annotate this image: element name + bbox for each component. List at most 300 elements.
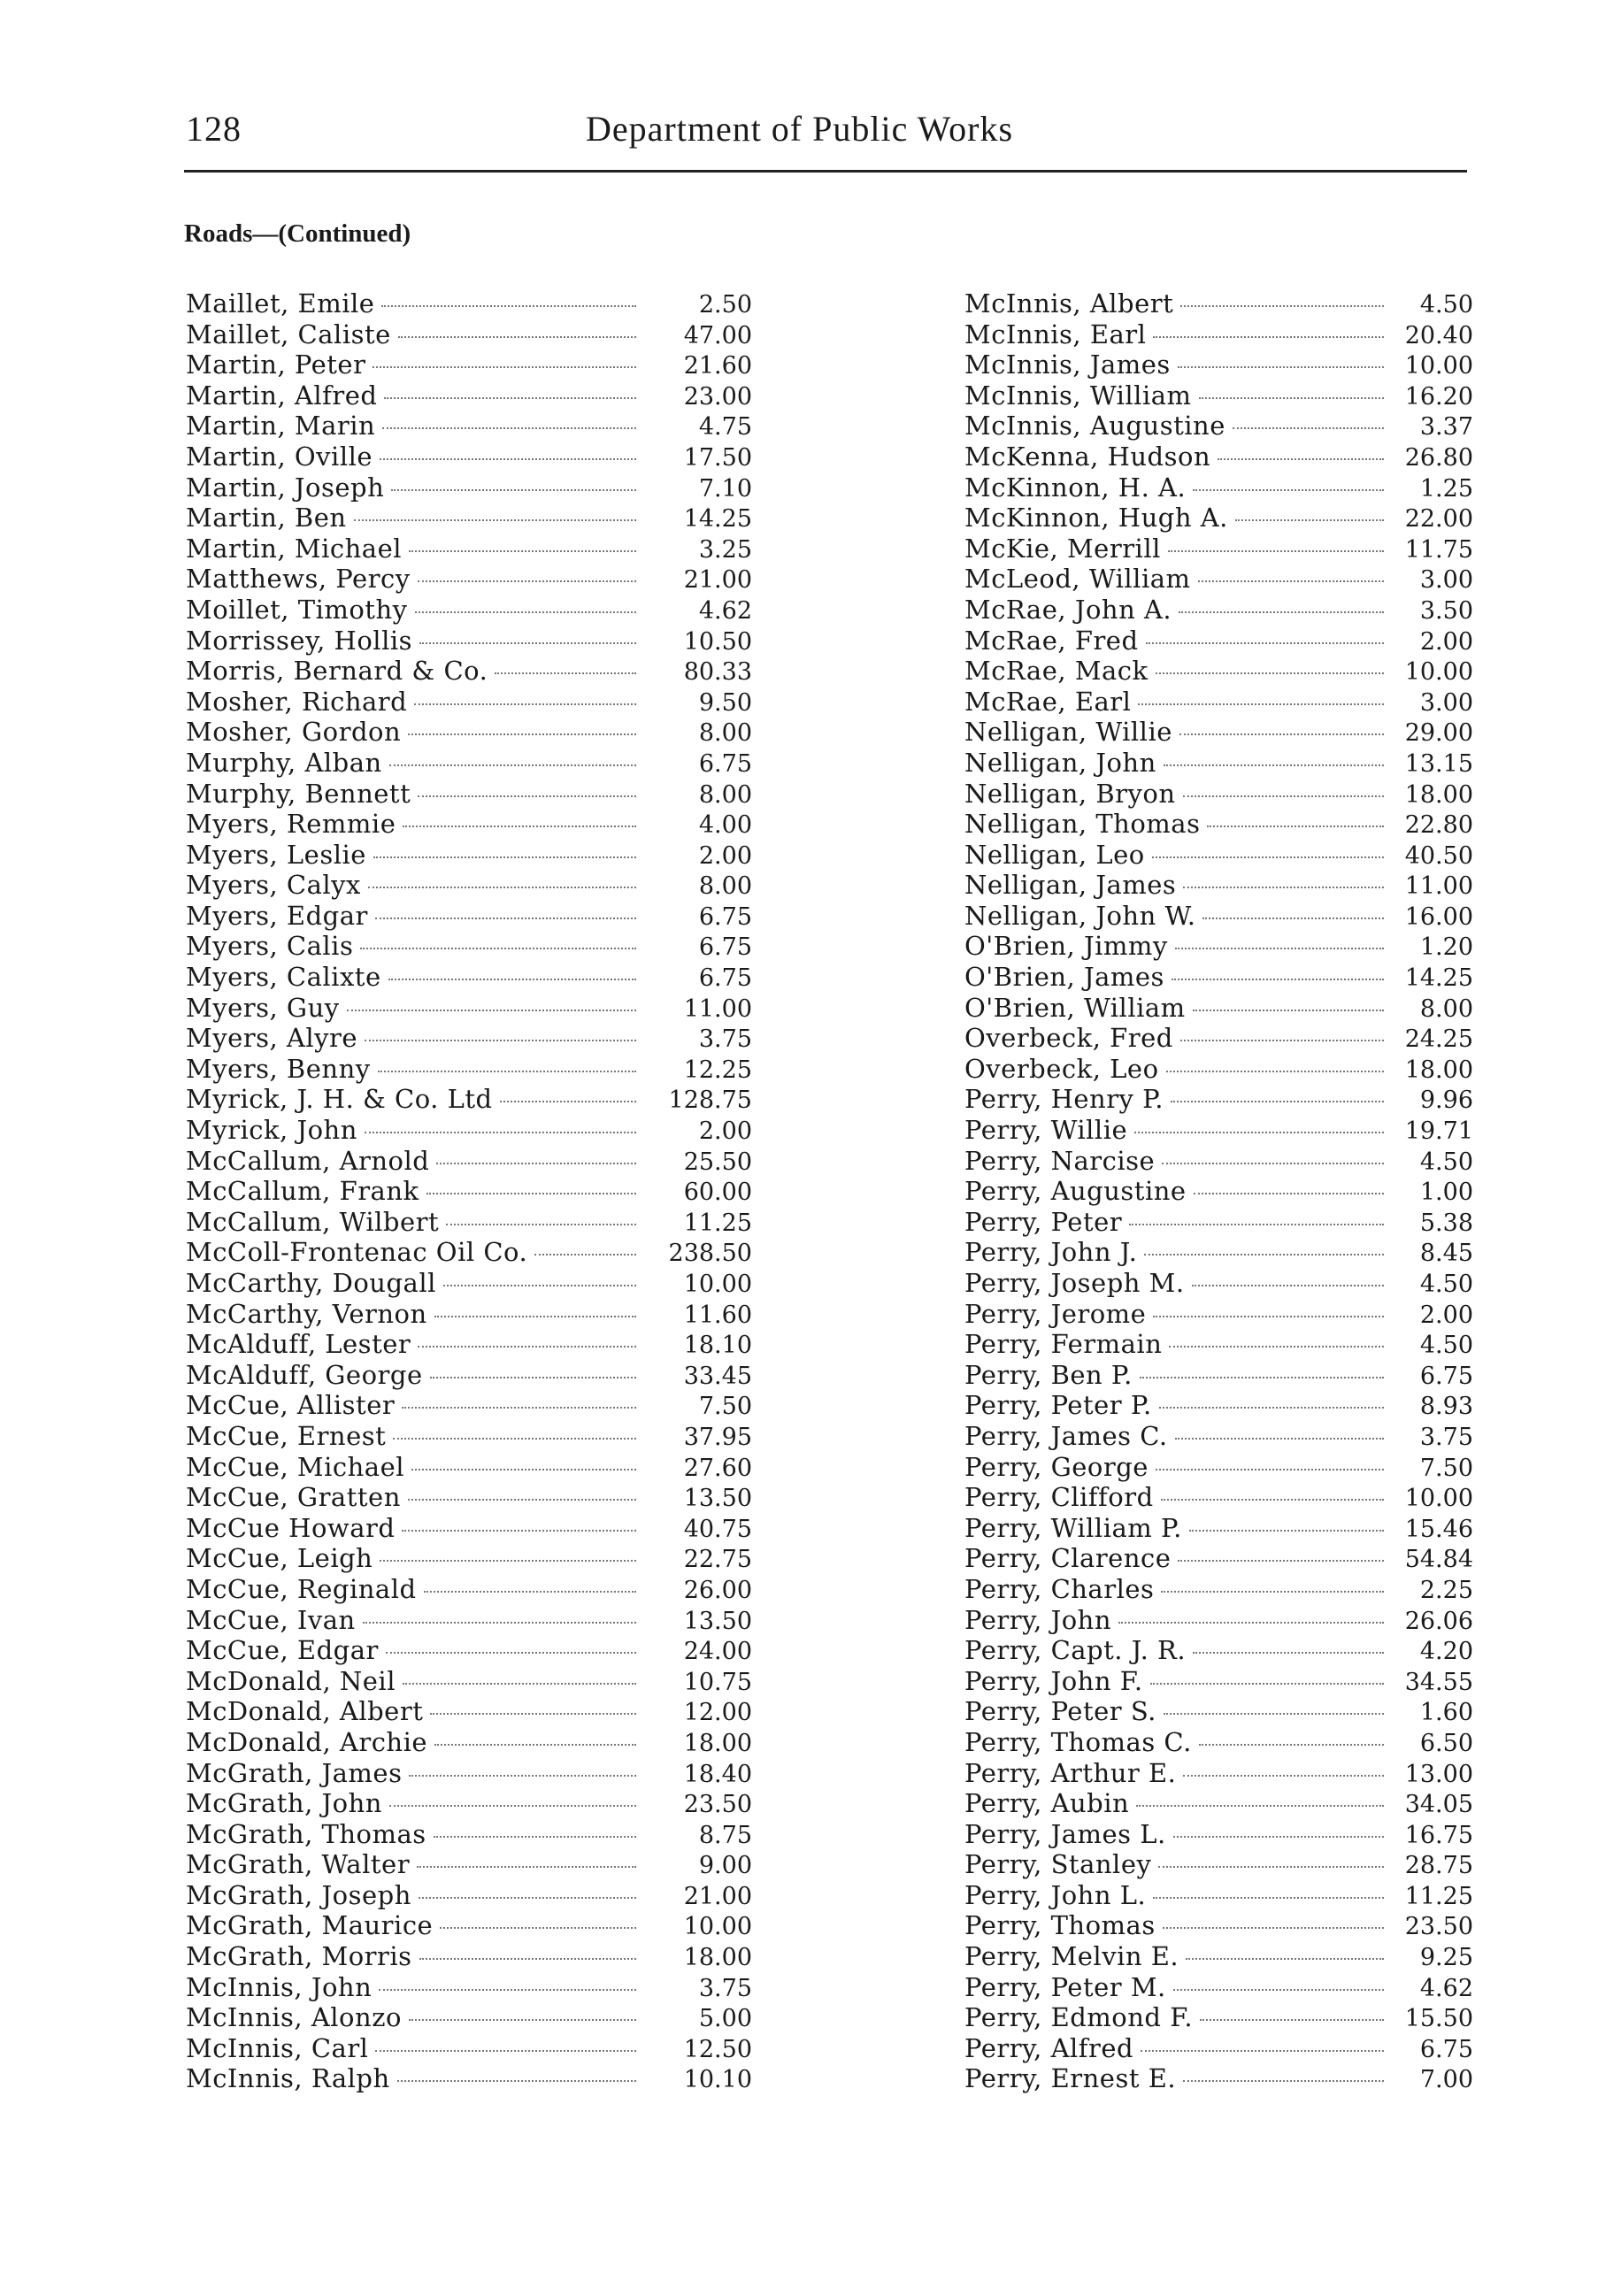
- dot-leader: [1173, 1989, 1384, 1991]
- payment-row: [186, 380, 752, 411]
- dot-leader: [391, 489, 636, 491]
- payment-row: [186, 840, 752, 871]
- dot-leader: [1175, 948, 1384, 949]
- payment-amount: 40.50: [1404, 841, 1473, 870]
- payee-name: McCallum, Wilbert: [186, 1206, 440, 1237]
- dot-leader: [1218, 458, 1384, 460]
- payee-name: Mosher, Richard: [186, 686, 408, 717]
- payment-amount: 4.62: [698, 596, 752, 625]
- dot-leader: [1183, 887, 1384, 888]
- payment-amount: 8.00: [698, 872, 752, 901]
- dot-leader: [1158, 1866, 1384, 1868]
- payment-row: [186, 319, 752, 350]
- dot-leader: [1168, 550, 1384, 552]
- payment-row: [964, 503, 1473, 534]
- payment-row: [186, 1788, 752, 1819]
- payment-row: [964, 1390, 1473, 1421]
- payee-name: McInnis, James: [964, 349, 1171, 380]
- dot-leader: [1180, 1040, 1384, 1041]
- payment-row: [186, 809, 752, 840]
- dot-leader: [426, 1193, 636, 1194]
- payee-name: Myrick, J. H. & Co. Ltd: [186, 1084, 493, 1115]
- payment-row: [186, 870, 752, 901]
- payment-row: [186, 1452, 752, 1483]
- dot-leader: [1189, 1530, 1384, 1532]
- payee-name: Myers, Guy: [186, 992, 340, 1023]
- payment-amount: 24.00: [683, 1638, 752, 1666]
- dot-leader: [363, 1622, 636, 1624]
- payee-name: McCarthy, Dougall: [186, 1268, 436, 1298]
- dot-leader: [1141, 2050, 1384, 2052]
- payee-name: Martin, Peter: [186, 349, 366, 380]
- payment-row: [964, 1360, 1473, 1391]
- dot-leader: [1136, 1805, 1384, 1807]
- payment-row: [186, 1054, 752, 1085]
- dot-leader: [1199, 1744, 1384, 1746]
- payee-name: Martin, Oville: [186, 441, 373, 472]
- payment-amount: 10.00: [683, 1271, 752, 1298]
- payee-name: O'Brien, James: [964, 962, 1164, 993]
- payment-amount: 2.00: [698, 841, 752, 870]
- payment-row: [186, 1360, 752, 1391]
- dot-leader: [534, 1254, 636, 1256]
- dot-leader: [1193, 1652, 1384, 1654]
- payee-name: McCue, Edgar: [186, 1635, 379, 1666]
- payee-name: McCarthy, Vernon: [186, 1298, 427, 1329]
- payment-row: [964, 1146, 1473, 1177]
- payment-row: [186, 1390, 752, 1421]
- dot-leader: [1164, 764, 1384, 766]
- payment-amount: 1.60: [1419, 1699, 1473, 1727]
- dot-leader: [1233, 427, 1384, 429]
- payment-amount: 40.75: [683, 1515, 752, 1543]
- payee-name: McKinnon, H. A.: [964, 472, 1187, 503]
- payment-amount: 17.50: [683, 443, 752, 472]
- payee-name: Moillet, Timothy: [186, 594, 408, 625]
- payment-row: [186, 1482, 752, 1513]
- dot-leader: [1153, 1316, 1384, 1317]
- dot-leader: [1207, 825, 1384, 827]
- payee-name: Perry, Stanley: [964, 1849, 1152, 1880]
- payment-amount: 21.00: [683, 566, 752, 595]
- payee-name: Nelligan, John W.: [964, 900, 1196, 931]
- dot-leader: [375, 2050, 636, 2052]
- payment-row: [964, 1666, 1473, 1697]
- payee-name: Myers, Edgar: [186, 900, 368, 931]
- payee-name: Myers, Calis: [186, 931, 354, 962]
- payment-row: [964, 1605, 1473, 1636]
- payment-amount: 22.00: [1404, 505, 1473, 534]
- dot-leader: [1162, 1163, 1384, 1164]
- payment-amount: 11.60: [683, 1301, 752, 1329]
- payment-row: [964, 472, 1473, 503]
- payee-name: McCue, Ernest: [186, 1420, 387, 1451]
- dot-leader: [1192, 1285, 1384, 1286]
- dot-leader: [430, 1713, 636, 1715]
- payment-amount: 26.00: [683, 1576, 752, 1604]
- payment-row: [964, 2063, 1473, 2094]
- payment-row: [964, 1788, 1473, 1819]
- payee-name: Mosher, Gordon: [186, 717, 402, 748]
- dot-leader: [1198, 580, 1384, 582]
- dot-leader: [402, 1530, 636, 1532]
- header-rule: [184, 170, 1467, 173]
- dot-leader: [1179, 733, 1384, 735]
- payment-amount: 3.37: [1419, 413, 1473, 442]
- payee-name: Perry, George: [964, 1451, 1149, 1482]
- payment-amount: 21.60: [683, 352, 752, 380]
- payment-amount: 4.50: [1419, 291, 1473, 319]
- payment-row: [964, 626, 1473, 657]
- payment-row: [964, 1574, 1473, 1605]
- payee-name: McCue, Allister: [186, 1390, 396, 1421]
- payment-row: [186, 1421, 752, 1452]
- dot-leader: [414, 703, 636, 705]
- payment-amount: 33.45: [683, 1362, 752, 1390]
- payment-row: [186, 442, 752, 472]
- dot-leader: [424, 1591, 636, 1593]
- payment-amount: 11.75: [1404, 535, 1473, 564]
- payee-name: Martin, Marin: [186, 411, 376, 442]
- dot-leader: [386, 1652, 636, 1654]
- dot-leader: [1153, 336, 1384, 338]
- payee-name: McAlduff, George: [186, 1359, 423, 1390]
- payment-row: [186, 1972, 752, 2003]
- payment-amount: 80.33: [683, 658, 752, 687]
- payment-amount: 8.75: [698, 1821, 752, 1849]
- payee-name: Myers, Alyre: [186, 1023, 358, 1054]
- payment-row: [964, 901, 1473, 932]
- payment-row: [186, 1237, 752, 1268]
- payment-amount: 10.50: [683, 627, 752, 656]
- payment-row: [186, 656, 752, 687]
- payment-row: [186, 1605, 752, 1636]
- payee-name: McKie, Merrill: [964, 533, 1161, 564]
- payment-amount: 2.00: [1419, 1301, 1473, 1329]
- payment-row: [186, 717, 752, 748]
- dot-leader: [434, 1316, 636, 1317]
- dot-leader: [1179, 611, 1384, 613]
- payment-row: [186, 1146, 752, 1177]
- dot-leader: [409, 1775, 636, 1777]
- payment-row: [186, 2033, 752, 2064]
- payment-row: [186, 1880, 752, 1911]
- payment-row: [964, 411, 1473, 442]
- payee-name: McGrath, Thomas: [186, 1818, 426, 1849]
- payment-row: [964, 1543, 1473, 1574]
- payment-row: [964, 1819, 1473, 1850]
- payee-name: Nelligan, Thomas: [964, 809, 1201, 840]
- payment-amount: 10.00: [683, 1913, 752, 1941]
- payee-name: McGrath, Morris: [186, 1941, 412, 1972]
- payee-name: Myers, Calyx: [186, 870, 361, 901]
- payee-name: Myers, Remmie: [186, 809, 396, 840]
- dot-leader: [402, 1407, 636, 1409]
- payee-name: Perry, Peter: [964, 1206, 1123, 1237]
- dot-leader: [440, 1927, 636, 1929]
- payee-name: Perry, Jerome: [964, 1298, 1147, 1329]
- payment-row: [186, 2002, 752, 2033]
- payment-amount: 3.75: [1419, 1423, 1473, 1451]
- payment-row: [964, 687, 1473, 718]
- payment-amount: 128.75: [668, 1087, 752, 1115]
- payee-name: McDonald, Neil: [186, 1665, 396, 1696]
- dot-leader: [1186, 1958, 1384, 1960]
- payment-amount: 3.75: [698, 1025, 752, 1054]
- payee-name: Myers, Benny: [186, 1053, 371, 1084]
- payment-row: [964, 656, 1473, 687]
- payment-row: [186, 1758, 752, 1789]
- dot-leader: [446, 1224, 636, 1225]
- payment-amount: 37.95: [683, 1423, 752, 1451]
- payment-row: [964, 288, 1473, 319]
- payment-amount: 7.50: [698, 1393, 752, 1421]
- payment-row: [964, 1972, 1473, 2003]
- payment-amount: 14.25: [1404, 964, 1473, 993]
- payment-row: [964, 564, 1473, 595]
- payee-name: Perry, Arthur E.: [964, 1757, 1177, 1788]
- page-header-title: Department of Public Works: [586, 109, 1014, 149]
- payment-row: [964, 1452, 1473, 1483]
- dot-leader: [1178, 366, 1384, 368]
- payee-name: Nelligan, James: [964, 870, 1177, 901]
- payment-amount: 1.00: [1419, 1179, 1473, 1207]
- dot-leader: [418, 580, 636, 582]
- payment-amount: 8.93: [1419, 1393, 1473, 1421]
- payment-row: [186, 1268, 752, 1299]
- dot-leader: [1163, 1927, 1384, 1929]
- payment-row: [964, 1727, 1473, 1758]
- dot-leader: [434, 1836, 636, 1838]
- payee-name: McCue, Reginald: [186, 1573, 417, 1604]
- payment-amount: 11.00: [1404, 872, 1473, 901]
- dot-leader: [1144, 1254, 1384, 1256]
- payment-amount: 9.00: [698, 1852, 752, 1880]
- dot-leader: [368, 887, 636, 888]
- dot-leader: [375, 918, 636, 919]
- payment-amount: 9.96: [1419, 1087, 1473, 1115]
- dot-leader: [1156, 1469, 1384, 1471]
- payment-amount: 5.38: [1419, 1209, 1473, 1237]
- payment-amount: 16.20: [1404, 382, 1473, 411]
- dot-leader: [389, 764, 636, 766]
- dot-leader: [1161, 1591, 1384, 1593]
- dot-leader: [419, 1958, 636, 1960]
- payment-row: [186, 901, 752, 932]
- dot-leader: [434, 1744, 636, 1746]
- payment-row: [186, 779, 752, 810]
- payee-name: McGrath, Maurice: [186, 1910, 434, 1941]
- dot-leader: [1118, 1622, 1384, 1624]
- dot-leader: [408, 733, 636, 735]
- payment-row: [964, 1176, 1473, 1207]
- payment-row: [186, 1329, 752, 1360]
- payment-row: [186, 472, 752, 503]
- dot-leader: [1193, 489, 1384, 491]
- payment-amount: 16.00: [1404, 902, 1473, 931]
- dot-leader: [408, 1499, 636, 1501]
- payee-name: McInnis, John: [186, 1971, 373, 2002]
- payee-name: McGrath, Joseph: [186, 1879, 411, 1910]
- payee-name: Nelligan, Bryon: [964, 778, 1176, 809]
- payment-amount: 8.00: [698, 780, 752, 809]
- dot-leader: [1173, 1836, 1384, 1838]
- dot-leader: [1199, 397, 1384, 399]
- dot-leader: [382, 427, 636, 429]
- payment-amount: 10.00: [1404, 352, 1473, 380]
- payment-row: [964, 840, 1473, 871]
- payee-name: Perry, Thomas C.: [964, 1726, 1192, 1757]
- payment-row: [964, 2002, 1473, 2033]
- payment-amount: 23.50: [683, 1791, 752, 1819]
- dot-leader: [1235, 519, 1384, 521]
- dot-leader: [1200, 2019, 1384, 2021]
- payment-amount: 2.00: [698, 1117, 752, 1146]
- payee-name: McInnis, Albert: [964, 288, 1174, 319]
- payee-name: McRae, Fred: [964, 625, 1139, 656]
- dot-leader: [443, 1285, 636, 1286]
- dot-leader: [419, 642, 636, 644]
- payee-name: Murphy, Bennett: [186, 778, 411, 809]
- payment-amount: 3.00: [1419, 566, 1473, 595]
- payee-name: McAlduff, Lester: [186, 1329, 411, 1360]
- payment-row: [186, 962, 752, 993]
- payment-row: [964, 442, 1473, 472]
- payment-amount: 10.75: [683, 1668, 752, 1696]
- payee-name: Perry, Clifford: [964, 1482, 1154, 1513]
- payment-row: [186, 1513, 752, 1544]
- payment-row: [964, 717, 1473, 748]
- dot-leader: [398, 336, 636, 338]
- dot-leader: [365, 1040, 636, 1041]
- dot-leader: [417, 1866, 636, 1868]
- payment-amount: 14.25: [683, 505, 752, 534]
- payment-row: [186, 748, 752, 779]
- payee-name: Perry, Edmond F.: [964, 2002, 1194, 2033]
- payee-name: McKinnon, Hugh A.: [964, 503, 1228, 534]
- payee-name: McCue Howard: [186, 1512, 396, 1543]
- payee-name: Martin, Alfred: [186, 380, 378, 411]
- dot-leader: [373, 856, 636, 858]
- payment-row: [964, 349, 1473, 380]
- payee-name: Perry, John F.: [964, 1665, 1143, 1696]
- section-heading: Roads—(Continued): [184, 219, 411, 248]
- payee-name: Maillet, Caliste: [186, 319, 391, 349]
- payee-name: Martin, Ben: [186, 503, 347, 534]
- payee-name: McRae, Mack: [964, 656, 1149, 687]
- payment-row: [964, 595, 1473, 626]
- dot-leader: [1153, 1897, 1384, 1899]
- payee-name: McDonald, Archie: [186, 1726, 428, 1757]
- payment-amount: 26.80: [1404, 443, 1473, 472]
- payment-amount: 10.00: [1404, 658, 1473, 687]
- payment-amount: 2.25: [1419, 1576, 1473, 1604]
- payment-amount: 8.00: [698, 719, 752, 748]
- payment-row: [964, 870, 1473, 901]
- payment-amount: 34.05: [1404, 1791, 1473, 1819]
- dot-leader: [415, 611, 636, 613]
- payee-name: Perry, Thomas: [964, 1910, 1156, 1941]
- payment-amount: 18.10: [683, 1332, 752, 1360]
- payment-row: [964, 1758, 1473, 1789]
- dot-leader: [1146, 642, 1384, 644]
- payment-row: [964, 931, 1473, 962]
- payee-name: Perry, John J.: [964, 1237, 1138, 1268]
- payment-row: [186, 1941, 752, 1972]
- dot-leader: [436, 1163, 636, 1164]
- payment-amount: 12.00: [683, 1699, 752, 1727]
- dot-leader: [1156, 672, 1384, 674]
- payee-name: Nelligan, Willie: [964, 717, 1172, 748]
- payee-name: Perry, Narcise: [964, 1145, 1156, 1176]
- payment-amount: 3.50: [1419, 596, 1473, 625]
- payee-name: Perry, Clarence: [964, 1543, 1172, 1574]
- payment-amount: 11.25: [1404, 1882, 1473, 1910]
- payment-amount: 60.00: [683, 1179, 752, 1207]
- dot-leader: [500, 1101, 636, 1102]
- dot-leader: [1183, 795, 1384, 797]
- payee-name: McInnis, Carl: [186, 2032, 369, 2063]
- payment-amount: 3.00: [1419, 688, 1473, 717]
- payee-name: Myrick, John: [186, 1115, 357, 1146]
- payment-amount: 18.00: [1404, 1056, 1473, 1084]
- dot-leader: [1171, 1101, 1384, 1102]
- dot-leader: [495, 672, 636, 674]
- dot-leader: [1172, 979, 1384, 980]
- payment-amount: 238.50: [668, 1240, 752, 1268]
- payment-amount: 28.75: [1404, 1852, 1473, 1880]
- payee-name: Perry, John: [964, 1604, 1112, 1635]
- payee-name: McCue, Gratten: [186, 1482, 401, 1513]
- payment-amount: 15.50: [1404, 2005, 1473, 2033]
- payment-amount: 13.50: [683, 1485, 752, 1513]
- payment-amount: 13.00: [1404, 1760, 1473, 1788]
- payment-row: [186, 1574, 752, 1605]
- dot-leader: [1134, 1132, 1384, 1133]
- payment-amount: 4.50: [1419, 1271, 1473, 1298]
- payee-name: McGrath, Walter: [186, 1849, 411, 1880]
- payment-amount: 4.00: [698, 811, 752, 840]
- payee-name: Perry, Joseph M.: [964, 1268, 1185, 1298]
- payee-name: Perry, Charles: [964, 1573, 1155, 1604]
- page-number: 128: [186, 109, 242, 149]
- payment-row: [186, 1696, 752, 1727]
- payment-row: [186, 1299, 752, 1330]
- payment-row: [964, 1941, 1473, 1972]
- payment-row: [964, 534, 1473, 564]
- payee-name: Murphy, Alban: [186, 747, 382, 778]
- payment-amount: 29.00: [1404, 719, 1473, 748]
- payee-name: Perry, Capt. J. R.: [964, 1635, 1187, 1666]
- payment-row: [964, 1421, 1473, 1452]
- left-payment-column: [186, 288, 752, 2094]
- payee-name: Perry, Augustine: [964, 1176, 1187, 1207]
- payment-row: [964, 779, 1473, 810]
- payee-name: McKenna, Hudson: [964, 441, 1211, 472]
- payment-row: [964, 993, 1473, 1024]
- payment-row: [186, 626, 752, 657]
- payment-amount: 6.75: [698, 933, 752, 962]
- payee-name: O'Brien, Jimmy: [964, 931, 1168, 962]
- dot-leader: [1183, 2080, 1384, 2082]
- dot-leader: [409, 550, 636, 552]
- payee-name: Morrissey, Hollis: [186, 625, 413, 656]
- payee-name: Perry, Alfred: [964, 2032, 1134, 2063]
- payment-row: [964, 1237, 1473, 1268]
- payee-name: Martin, Joseph: [186, 472, 385, 503]
- payee-name: McInnis, William: [964, 380, 1192, 411]
- payment-amount: 13.50: [683, 1607, 752, 1635]
